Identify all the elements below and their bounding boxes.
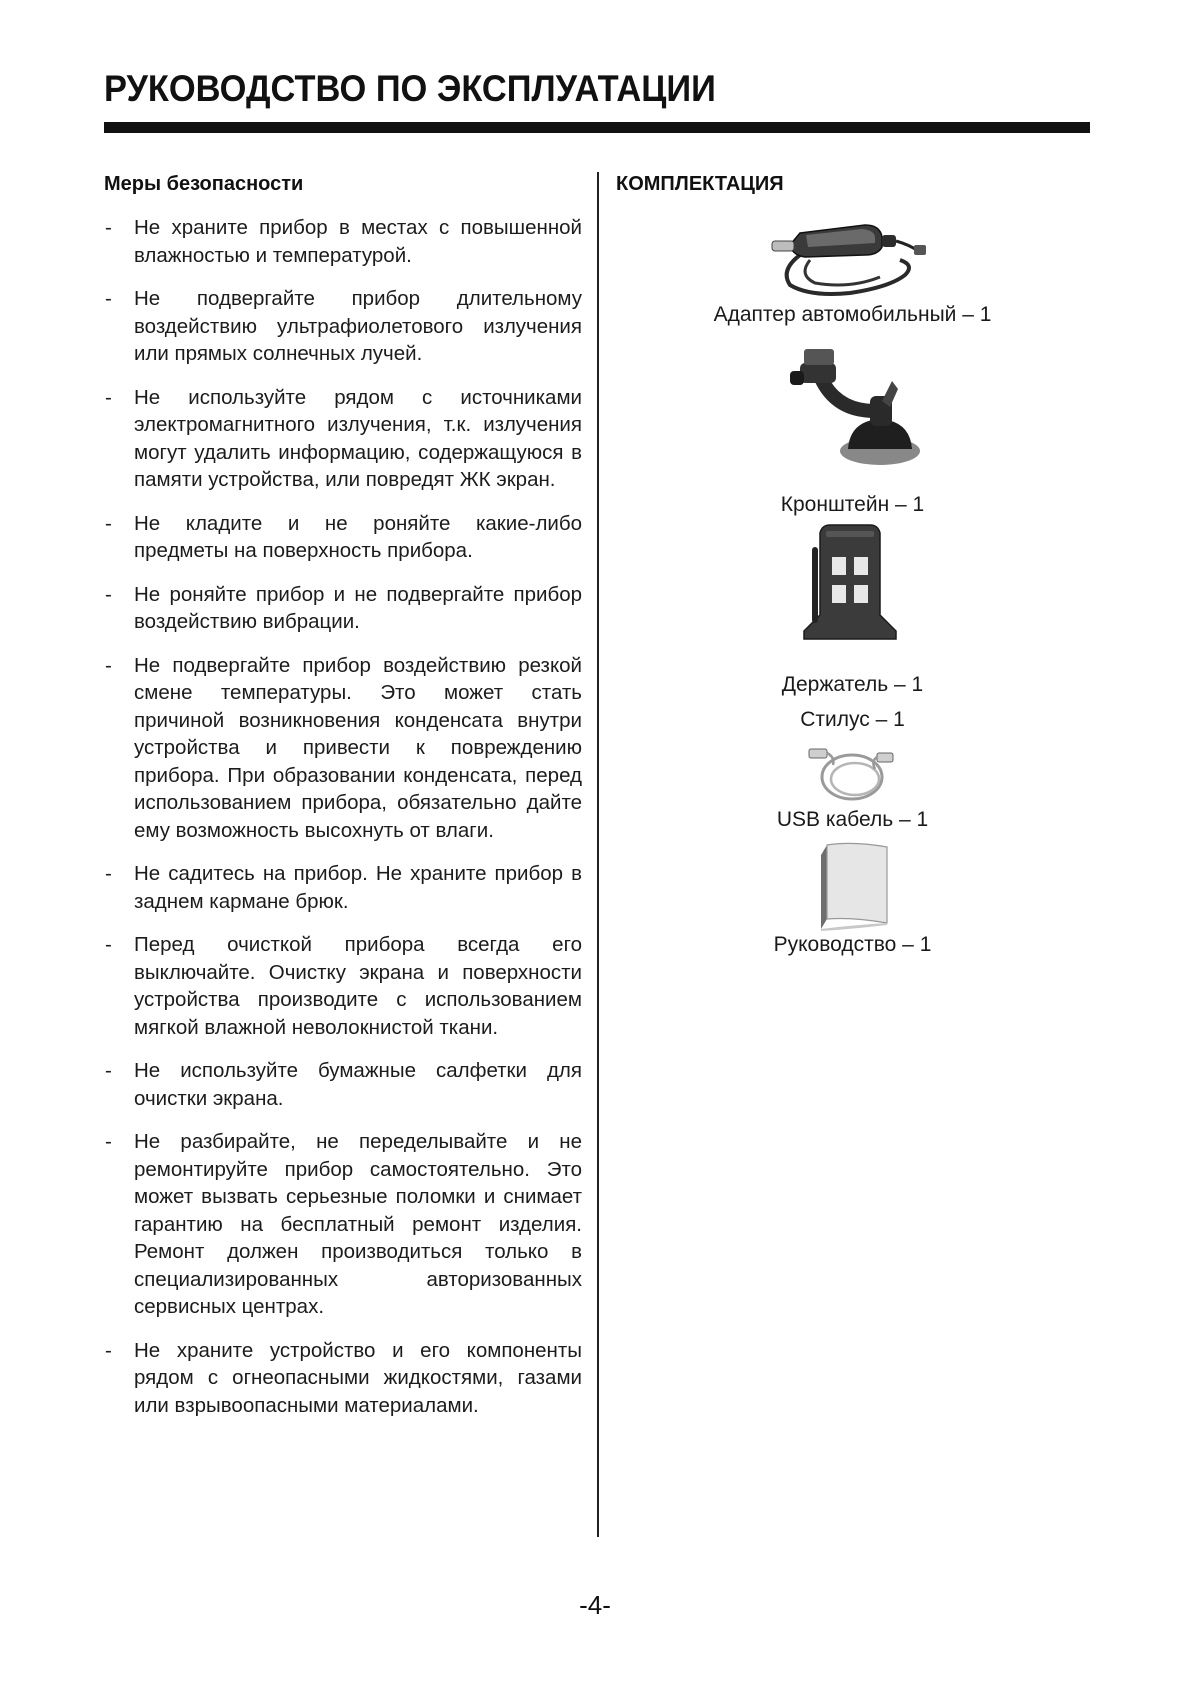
list-item [104, 510, 582, 565]
manual-booklet-icon [813, 841, 893, 931]
list-item [104, 581, 582, 636]
safety-section [104, 173, 582, 1435]
bullet-dash: - [105, 1130, 112, 1153]
list-item [104, 384, 582, 494]
list-item-text: Не используйте рядом с источниками электромагнитного излучения, т.к. излучения могут удалить информацию, содержащуюся в памяти устройства, или повредят ЖК экран. [134, 385, 582, 491]
list-item-text: Не кладите и не роняйте какие-либо предметы на поверхность прибора. [134, 511, 582, 562]
bullet-dash: - [105, 933, 112, 956]
bullet-dash: - [105, 287, 112, 310]
package-item-label: Держатель – 1 [781, 673, 924, 696]
list-item-text: Не храните прибор в местах с повышенной влажностью и температурой. [134, 216, 582, 267]
list-item [104, 1337, 582, 1420]
bullet-dash: - [105, 862, 112, 885]
list-item [104, 860, 582, 915]
usb-cable-icon [805, 743, 900, 808]
bullet-dash: - [105, 1059, 112, 1082]
column-divider [597, 172, 599, 1537]
package-item-label: Руководство – 1 [773, 933, 932, 956]
page-number: -4- [579, 1590, 611, 1620]
package-heading: КОМПЛЕКТАЦИЯ [616, 173, 784, 195]
list-item-text: Не подвергайте прибор длительному воздействию ультрафиолетового излучения или прямых солнечных лучей. [134, 287, 582, 365]
list-item [104, 931, 582, 1041]
package-item-label: Кронштейн – 1 [780, 493, 925, 516]
list-item [104, 1128, 582, 1321]
safety-heading: Меры безопасности [104, 173, 304, 195]
list-item-text: Не используйте бумажные салфетки для очистки экрана. [134, 1059, 582, 1110]
bullet-dash: - [105, 216, 112, 239]
list-item [104, 214, 582, 269]
suction-mount-icon [780, 341, 930, 473]
package-item-label: USB кабель – 1 [776, 808, 929, 831]
holder-icon [800, 523, 900, 643]
package-section [615, 173, 1090, 956]
bullet-dash: - [105, 385, 112, 409]
list-item [104, 1057, 582, 1112]
car-adapter-icon [770, 215, 930, 300]
list-item [104, 285, 582, 368]
bullet-dash: - [105, 582, 112, 606]
list-item-text: Перед очисткой прибора всегда его выключайте. Очистку экрана и поверхности устройства производите с использованием мягкой влажной неволокнистой ткани. [134, 933, 582, 1039]
package-item-label: Адаптер автомобильный – 1 [713, 303, 992, 326]
list-item-text: Не роняйте прибор и не подвергайте прибор воздействию вибрации. [134, 582, 582, 633]
bullet-dash: - [105, 511, 112, 535]
list-item [104, 652, 582, 845]
list-item-text: Не разбирайте, не переделывайте и не ремонтируйте прибор самостоятельно. Это может вызвать серьезные поломки и снимает гарантию на бесплатный ремонт изделия. Ремонт должен производиться только в специализированных авторизованных сервисных центрах. [134, 1130, 582, 1318]
page-title: РУКОВОДСТВО ПО ЭКСПЛУАТАЦИИ [104, 68, 716, 109]
list-item-text: Не подвергайте прибор воздействию резкой смене температуры. Это может стать причиной возникновения конденсата внутри устройства и привести к повреждению прибора. При образовании конденсата, перед использованием прибора, обязательно дайте ему возможность высохнуть от влаги. [134, 653, 582, 842]
list-item-text: Не садитесь на прибор. Не храните прибор в заднем кармане брюк. [134, 862, 582, 913]
bullet-dash: - [105, 653, 112, 677]
title-underline [104, 122, 1090, 133]
bullet-dash: - [105, 1338, 112, 1362]
safety-list [104, 214, 582, 1419]
package-item-label: Стилус – 1 [800, 708, 905, 731]
list-item-text: Не храните устройство и его компоненты рядом с огнеопасными жидкостями, газами или взрывоопасными материалами. [134, 1338, 582, 1417]
